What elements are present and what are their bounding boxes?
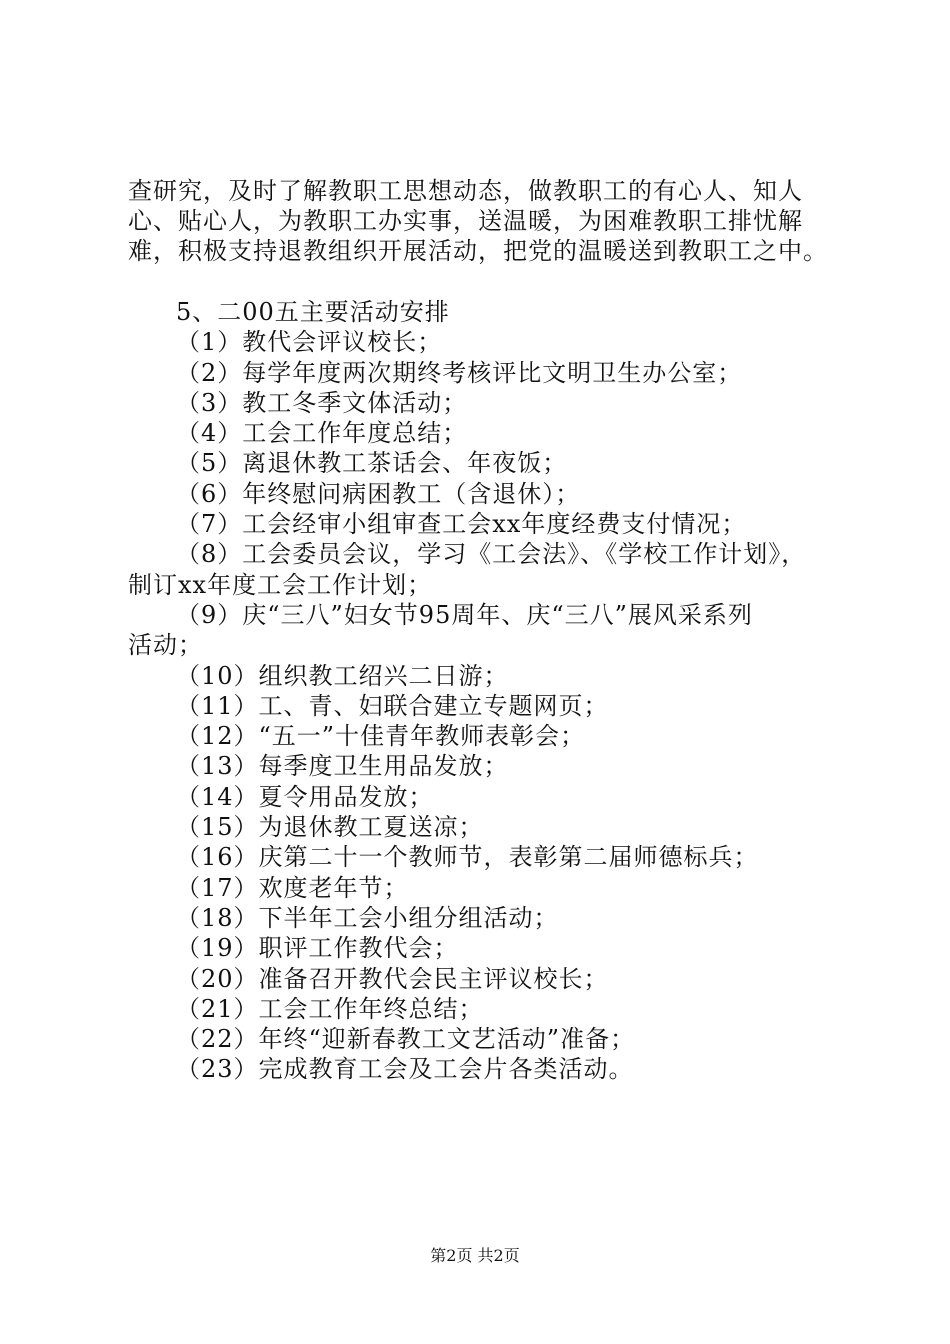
list-item: （23）完成教育工会及工会片各类活动。 <box>176 1055 634 1084</box>
list-item: （15）为退休教工夏送凉； <box>176 813 484 842</box>
section-title: 5、二00五主要活动安排 <box>176 298 450 326</box>
list-item: （19）职评工作教代会； <box>176 934 459 963</box>
intro-line: 心、贴心人，为教职工办实事，送温暖，为困难教职工排忧解 <box>128 207 803 235</box>
list-item: （2）每学年度两次期终考核评比文明卫生办公室； <box>176 358 743 387</box>
list-item: （16）庆第二十一个教师节，表彰第二届师德标兵； <box>176 843 759 872</box>
list-item-continuation: 活动； <box>128 631 203 660</box>
list-item: （12）“五一”十佳青年教师表彰会； <box>176 722 586 751</box>
list-item: （1）教代会评议校长； <box>176 328 443 357</box>
list-item: （8）工会委员会议，学习《工会法》、《学校工作计划》， <box>176 540 807 569</box>
list-item: （3）教工冬季文体活动； <box>176 388 468 417</box>
list-item: （21）工会工作年终总结； <box>176 994 484 1023</box>
intro-paragraph <box>128 176 848 266</box>
list-item: （20）准备召开教代会民主评议校长； <box>176 964 609 993</box>
list-item: （11）工、青、妇联合建立专题网页； <box>176 691 609 720</box>
list-item: （17）欢度老年节； <box>176 873 409 902</box>
list-item-continuation: 制订xx年度工会工作计划； <box>128 570 433 599</box>
activity-list <box>128 297 858 1085</box>
list-item: （4）工会工作年度总结； <box>176 419 468 448</box>
list-item: （13）每季度卫生用品发放； <box>176 752 509 781</box>
intro-line: 查研究，及时了解教职工思想动态，做教职工的有心人、知人 <box>128 177 803 205</box>
list-item: （22）年终“迎新春教工文艺活动”准备； <box>176 1025 636 1054</box>
list-item: （6）年终慰问病困教工（含退休）； <box>176 479 581 508</box>
page-number-footer: 第2页 共2页 <box>430 1246 520 1265</box>
intro-line: 难，积极支持退教组织开展活动，把党的温暖送到教职工之中。 <box>128 237 828 265</box>
list-item: （14）夏令用品发放； <box>176 782 434 811</box>
list-item: （18）下半年工会小组分组活动； <box>176 903 559 932</box>
list-item: （5）离退休教工茶话会、年夜饭； <box>176 449 568 478</box>
list-item: （7）工会经审小组审查工会xx年度经费支付情况； <box>176 510 747 539</box>
list-item: （10）组织教工绍兴二日游； <box>176 661 509 690</box>
list-item: （9）庆“三八”妇女节95周年、庆“三八”展风采系列 <box>176 600 753 629</box>
